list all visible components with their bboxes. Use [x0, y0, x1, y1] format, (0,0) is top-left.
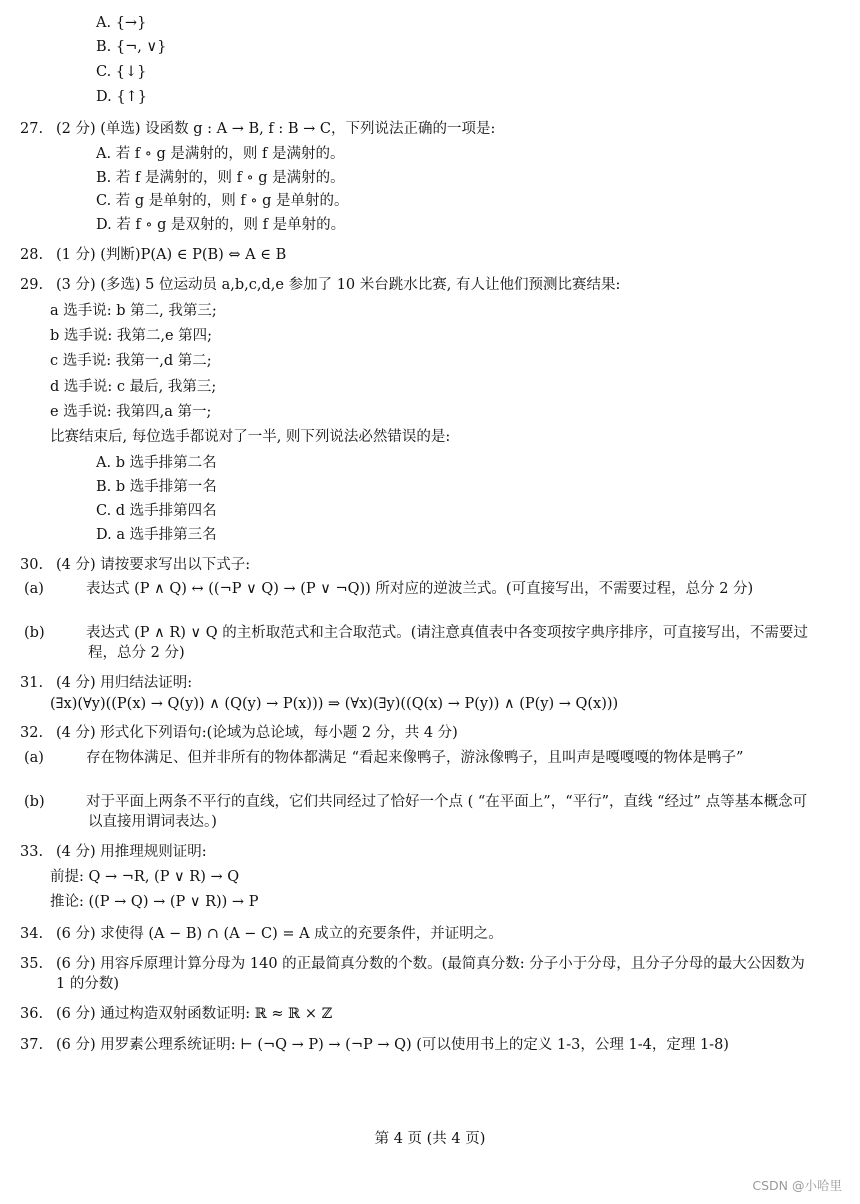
q29-option-c: C. d 选手排第四名 — [96, 503, 217, 519]
q33-conclusion: 推论: ((P → Q) → (P ∨ R)) → P — [50, 894, 259, 910]
q26-option-a: A. {→} — [96, 15, 147, 31]
q30-part-b-label: (b) — [24, 625, 45, 641]
q35-question: (6 分) 用容斥原理计算分母为 140 的正最简真分数的个数。(最简真分数: 分子小于分母，且分子分母的最大公因数为 1 的分数) — [56, 956, 805, 992]
q30-part-b-text: 表达式 (P ∧ R) ∨ Q 的主析取范式和主合取范式。(请注意真值表中各变项按字典序排序，可直接写出，不需要过程，总分 2 分) — [86, 625, 808, 661]
q37-number: 37. — [20, 1037, 44, 1053]
q30-part-a-label: (a) — [24, 581, 44, 597]
q32-part-b-text: 对于平面上两条不平行的直线，它们共同经过了恰好一个点 ( “在平面上”，“平行”，直线 “经过” 点等基本概念可以直接用谓词表达。) — [86, 794, 808, 830]
q29-statement-a: a 选手说: b 第二, 我第三; — [50, 303, 217, 319]
q33-question: (4 分) 用推理规则证明: — [56, 844, 207, 860]
q34-question: (6 分) 求使得 (A − B) ∩ (A − C) = A 成立的充要条件，并证明之。 — [56, 926, 503, 942]
q32-part-a-text: 存在物体满足、但并非所有的物体都满足 “看起来像鸭子，游泳像鸭子，且叫声是嘎嘎嘎的物体是鸭子” — [86, 750, 744, 766]
q31-number: 31. — [20, 675, 44, 691]
q32-part-a — [24, 749, 808, 769]
q32-question: (4 分) 形式化下列语句:(论域为总论域，每小题 2 分，共 4 分) — [56, 725, 458, 741]
q29-question: (3 分) (多选) 5 位运动员 a,b,c,d,e 参加了 10 米台跳水比赛, 有人让他们预测比赛结果: — [56, 277, 621, 293]
q33-premise: 前提: Q → ¬R, (P ∨ R) → Q — [50, 869, 240, 885]
q37-question: (6 分) 用罗素公理系统证明: ⊢ (¬Q → P) → (¬P → Q) (可以使用书上的定义 1-3，公理 1-4，定理 1-8) — [56, 1037, 729, 1053]
q32-part-a-label: (a) — [24, 750, 44, 766]
q27-number: 27. — [20, 121, 44, 137]
watermark: CSDN @小哈里 — [752, 1178, 842, 1193]
q27-option-c: C. 若 g 是单射的，则 f ∘ g 是单射的。 — [96, 193, 349, 209]
q29-number: 29. — [20, 277, 44, 293]
q32-number: 32. — [20, 725, 44, 741]
q29-statement-e: e 选手说: 我第四,a 第一; — [50, 404, 212, 420]
q32-part-b-label: (b) — [24, 794, 45, 810]
q27-option-d: D. 若 f ∘ g 是双射的，则 f 是单射的。 — [96, 217, 346, 233]
q37-question-wrap — [56, 1036, 808, 1056]
q26-option-c: C. {↓} — [96, 64, 147, 80]
q34-number: 34. — [20, 926, 44, 942]
page-footer: 第 4 页 (共 4 页) — [374, 1131, 486, 1147]
q28-number: 28. — [20, 247, 44, 263]
q29-statement-c: c 选手说: 我第一,d 第二; — [50, 353, 212, 369]
q30-part-b — [24, 624, 808, 663]
q31-formula: (∃x)(∀y)((P(x) → Q(y)) ∧ (Q(y) → P(x))) ⇒ (∀x)(∃y)((Q(x) → P(y)) ∧ (P(y) → Q(x))) — [50, 696, 619, 712]
q33-number: 33. — [20, 844, 44, 860]
q27-option-a: A. 若 f ∘ g 是满射的，则 f 是满射的。 — [96, 146, 345, 162]
q35-number: 35. — [20, 956, 44, 972]
q30-number: 30. — [20, 557, 44, 573]
q29-statement-b: b 选手说: 我第二,e 第四; — [50, 328, 213, 344]
q27-option-b: B. 若 f 是满射的，则 f ∘ g 是满射的。 — [96, 170, 345, 186]
q30-part-a — [24, 580, 808, 600]
q26-option-d: D. {↑} — [96, 89, 147, 105]
q29-option-d: D. a 选手排第三名 — [96, 527, 217, 543]
q30-part-a-text: 表达式 (P ∧ Q) ↔ ((¬P ∨ Q) → (P ∨ ¬Q)) 所对应的逆波兰式。(可直接写出，不需要过程，总分 2 分) — [86, 581, 754, 597]
q29-option-a: A. b 选手排第二名 — [96, 455, 217, 471]
q29-option-b: B. b 选手排第一名 — [96, 479, 217, 495]
q32-part-b — [24, 793, 808, 832]
q31-question: (4 分) 用归结法证明: — [56, 675, 193, 691]
q36-question: (6 分) 通过构造双射函数证明: ℝ ≈ ℝ × ℤ — [56, 1006, 333, 1022]
q26-option-b: B. {¬, ∨} — [96, 39, 167, 55]
q29-statement-d: d 选手说: c 最后, 我第三; — [50, 379, 217, 395]
q28-question: (1 分) (判断)P(A) ∈ P(B) ⇔ A ∈ B — [56, 247, 287, 263]
q29-prompt: 比赛结束后, 每位选手都说对了一半, 则下列说法必然错误的是: — [50, 429, 451, 445]
q30-question: (4 分) 请按要求写出以下式子: — [56, 557, 251, 573]
q27-question: (2 分) (单选) 设函数 g : A → B, f : B → C，下列说法正确的一项是: — [56, 121, 496, 137]
q36-number: 36. — [20, 1006, 44, 1022]
